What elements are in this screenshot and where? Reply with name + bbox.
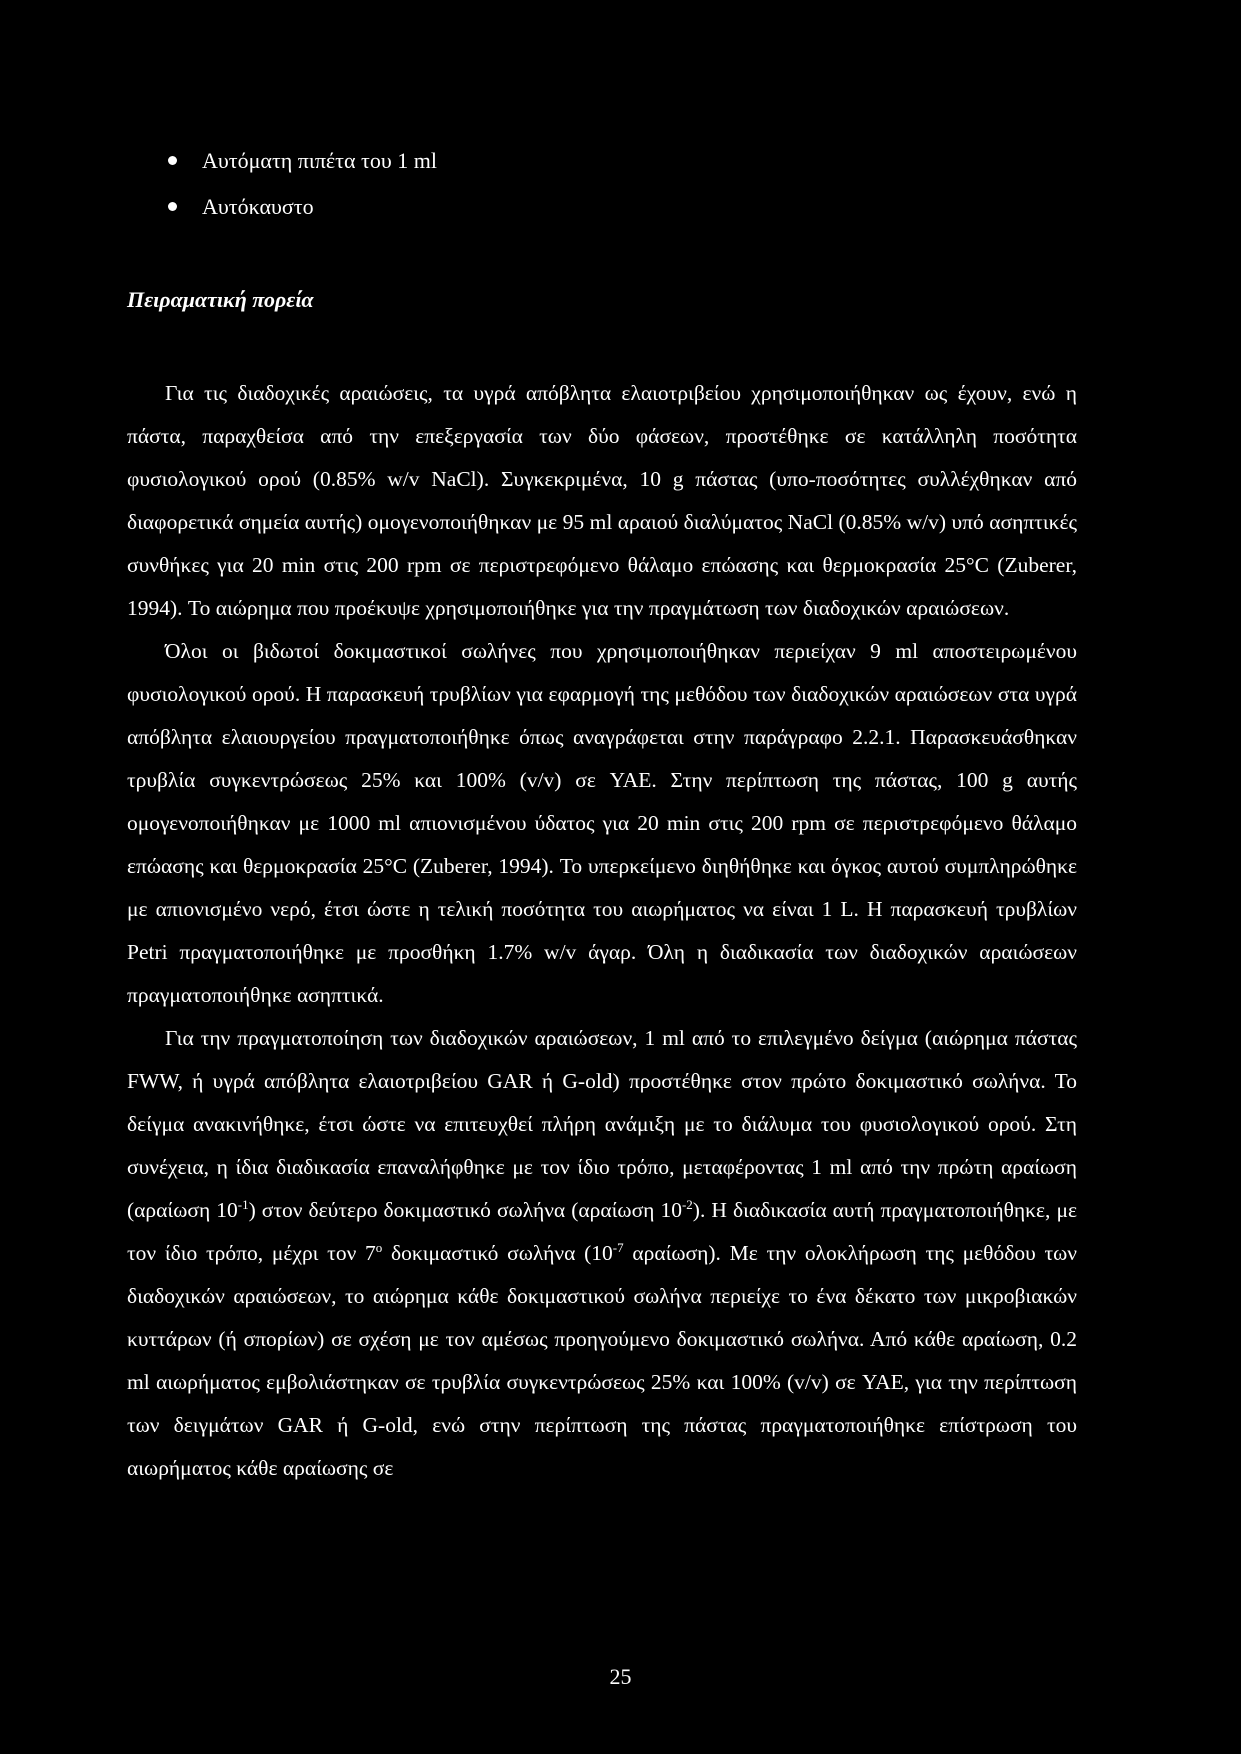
superscript: -1 [237, 1196, 249, 1212]
superscript: ο [375, 1239, 383, 1255]
text-run: δοκιμαστικό σωλήνα (10 [382, 1241, 613, 1265]
superscript: -2 [681, 1196, 693, 1212]
list-item-text: Αυτόματη πιπέτα του 1 ml [202, 148, 437, 173]
text-run: αραίωση). Με την ολοκλήρωση της μεθόδου των διαδοχικών αραιώσεων, το αιώρημα κάθε δοκιμαστικού σωλήνα περιείχε το ένα δέκατο των μικροβιακών κυττάρων (ή σπορίων) σε σχέση με τον αμέσως προηγούμενο δοκιμαστικό σωλήνα. Από κάθε αραίωση, 0.2 ml αιωρήματος εμβολιάστηκαν σε τρυβλία συγκεντρώσεως 25% και 100% (v/v) σε YAE, για την περίπτωση των δειγμάτων GAR ή G-old, ενώ στην περίπτωση της πάστας πραγματοποιήθηκε επίστρωση του αιωρήματος κάθε αραίωσης σε [127, 1241, 1077, 1480]
text-run: ). Η διαδικασία αυτή πραγματοποιήθηκε, με τον ίδιο τρόπο, μέχρι τον 7 [127, 1198, 1077, 1265]
paragraph-1: Για τις διαδοχικές αραιώσεις, τα υγρά απόβλητα ελαιοτριβείου χρησιμοποιήθηκαν ως έχουν, ενώ η πάστα, παραχθείσα από την επεξεργασία των δύο φάσεων, προστέθηκε σε κατάλληλη ποσότητα φυσιολογικού ορού (0.85% w/v NaCl). Συγκεκριμένα, 10 g πάστας (υπο-ποσότητες συλλέχθηκαν από διαφορετικά σημεία αυτής) ομογενοποιήθηκαν με 95 ml αραιού διαλύματος NaCl (0.85% w/v) υπό ασηπτικές συνθήκες για 20 min στις 200 rpm σε περιστρεφόμενο θάλαμο επώασης και θερμοκρασία 25°C (Zuberer, 1994). Το αιώρημα που προέκυψε χρησιμοποιήθηκε για την πραγμάτωση των διαδοχικών αραιώσεων. [127, 381, 1077, 620]
list-item-text: Αυτόκαυστο [202, 194, 314, 219]
page-number: 25 [609, 1664, 632, 1689]
equipment-list [168, 148, 437, 240]
paragraph-2: Όλοι οι βιδωτοί δοκιμαστικοί σωλήνες που χρησιμοποιήθηκαν περιείχαν 9 ml αποστειρωμένου φυσιολογικού ορού. Η παρασκευή τρυβλίων για εφαρμογή της μεθόδου των διαδοχικών αραιώσεων στα υγρά απόβλητα ελαιουργείου πραγματοποιήθηκε όπως αναγράφεται στην παράγραφο 2.2.1. Παρασκευάσθηκαν τρυβλία συγκεντρώσεως 25% και 100% (v/v) σε YAE. Στην περίπτωση της πάστας, 100 g αυτής ομογενοποιήθηκαν με 1000 ml απιονισμένου ύδατος για 20 min στις 200 rpm σε περιστρεφόμενο θάλαμο επώασης και θερμοκρασία 25°C (Zuberer, 1994). Το υπερκείμενο διηθήθηκε και όγκος αυτού συμπληρώθηκε με απιονισμένο νερό, έτσι ώστε η τελική ποσότητα του αιωρήματος να είναι 1 L. Η παρασκευή τρυβλίων Petri πραγματοποιήθηκε με προσθήκη 1.7% w/v άγαρ. Όλη η διαδικασία των διαδοχικών αραιώσεων πραγματοποιήθηκε ασηπτικά. [127, 639, 1077, 1007]
superscript: -7 [612, 1239, 624, 1255]
section-heading: Πειραματική πορεία [127, 287, 314, 312]
bullet-icon [168, 156, 177, 165]
paragraph-3 [127, 1017, 1077, 1490]
list-item [168, 194, 437, 220]
text-run: Για την πραγματοποίηση των διαδοχικών αραιώσεων, 1 ml από το επιλεγμένο δείγμα (αιώρημα πάστας FWW, ή υγρά απόβλητα ελαιοτριβείου GAR ή G-old) προστέθηκε στον πρώτο δοκιμαστικό σωλήνα. Το δείγμα ανακινήθηκε, έτσι ώστε να επιτευχθεί πλήρη ανάμιξη με το διάλυμα του φυσιολογικού ορού. Στη συνέχεια, η ίδια διαδικασία επαναλήφθηκε με τον ίδιο τρόπο, μεταφέροντας 1 ml από την πρώτη αραίωση (αραίωση 10 [127, 1026, 1077, 1222]
bullet-icon [168, 202, 177, 211]
text-run: ) στον δεύτερο δοκιμαστικό σωλήνα (αραίωση 10 [248, 1198, 682, 1222]
list-item [168, 148, 437, 174]
body-text [127, 372, 1077, 1490]
